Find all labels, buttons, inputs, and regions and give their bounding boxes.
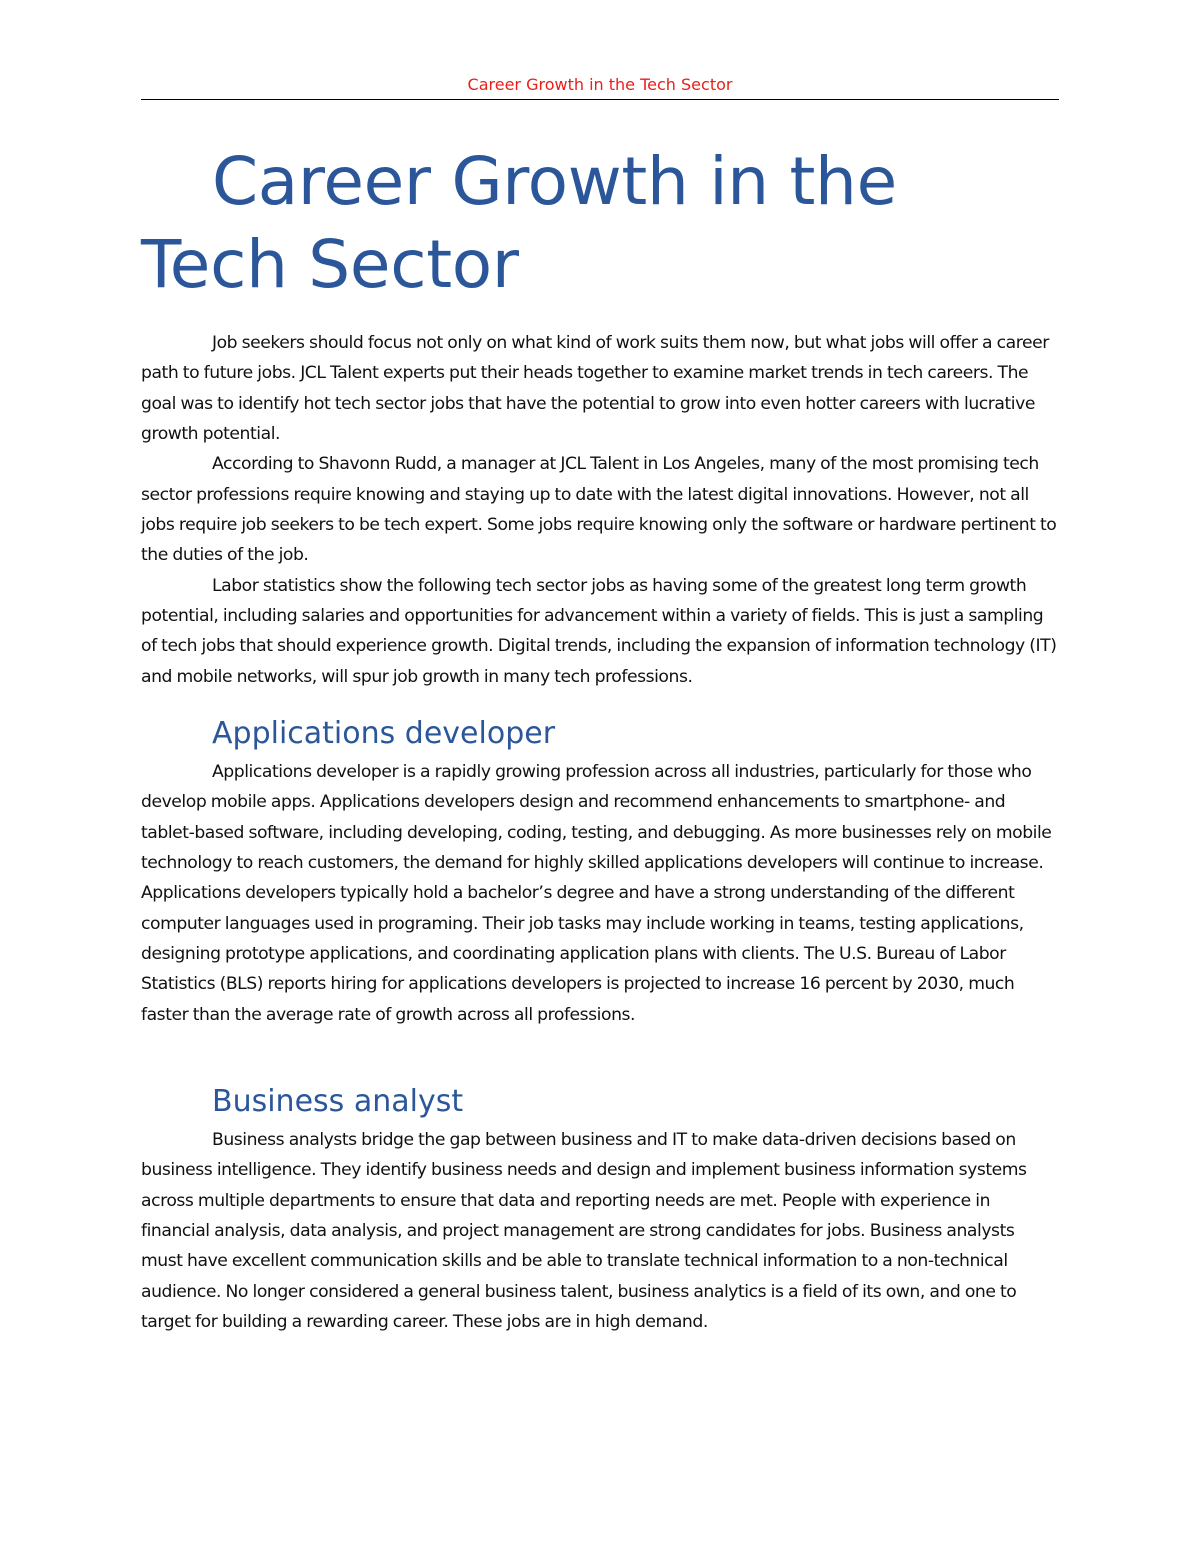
intro-section	[141, 328, 1059, 692]
header-divider	[141, 99, 1059, 100]
section-paragraph: Applications developer is a rapidly growing profession across all industries, particularly for those who develop mobile apps. Applications developers design and recommend enhancements to smartphone- and tablet-based software, including developing, coding, testing, and debugging. As more businesses rely on mobile technology to reach customers, the demand for highly skilled applications developers will continue to increase. Applications developers typically hold a bachelor’s degree and have a strong understanding of the different computer languages used in programing. Their job tasks may include working in teams, testing applications, designing prototype applications, and coordinating application plans with clients. The U.S. Bureau of Labor Statistics (BLS) reports hiring for applications developers is projected to increase 16 percent by 2030, much faster than the average rate of growth across all professions.	[141, 762, 1052, 1025]
section-heading-applications-developer: Applications developer	[212, 716, 556, 751]
document-title: Career Growth in the Tech Sector	[141, 143, 897, 303]
section-paragraph: Business analysts bridge the gap between business and IT to make data-driven decisions based on business intelligence. They identify business needs and design and implement business information systems across multiple departments to ensure that data and reporting needs are met. People with experience in financial analysis, data analysis, and project management are strong candidates for jobs. Business analysts must have excellent communication skills and be able to translate technical information to a non-technical audience. No longer considered a general business talent, business analytics is a field of its own, and one to target for building a rewarding career. These jobs are in high demand.	[141, 1130, 1027, 1333]
section-heading-business-analyst: Business analyst	[212, 1084, 464, 1119]
section-business-analyst	[141, 1125, 1059, 1337]
running-header: Career Growth in the Tech Sector	[467, 75, 733, 94]
intro-paragraph: Job seekers should focus not only on what kind of work suits them now, but what jobs will offer a career path to future jobs. JCL Talent experts put their heads together to examine market trends in tech careers. The goal was to identify hot tech sector jobs that have the potential to grow into even hotter careers with lucrative growth potential.	[141, 333, 1049, 445]
section-applications-developer	[141, 757, 1059, 1030]
intro-paragraph: According to Shavonn Rudd, a manager at JCL Talent in Los Angeles, many of the most promising tech sector professions require knowing and staying up to date with the latest digital innovations. However, not all jobs require job seekers to be tech expert. Some jobs require knowing only the software or hardware pertinent to the duties of the job.	[141, 454, 1057, 566]
intro-paragraph: Labor statistics show the following tech sector jobs as having some of the greatest long term growth potential, including salaries and opportunities for advancement within a variety of fields. This is just a sampling of tech jobs that should experience growth. Digital trends, including the expansion of information technology (IT) and mobile networks, will spur job growth in many tech professions.	[141, 575, 1057, 687]
